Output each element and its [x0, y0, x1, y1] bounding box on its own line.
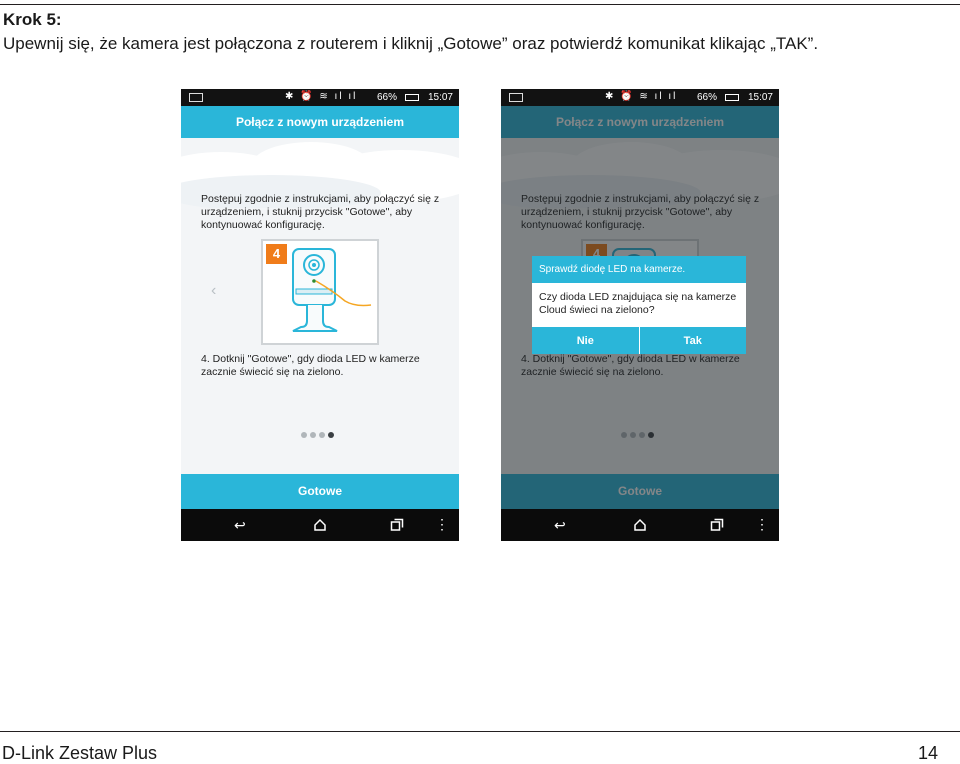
- notification-icon: [509, 93, 523, 102]
- back-icon[interactable]: ↩: [554, 517, 566, 533]
- step-number-badge: 4: [266, 244, 287, 264]
- battery-icon: [725, 94, 739, 101]
- status-icons: ✱ ⏰ ≋ ıl ıl: [605, 91, 678, 102]
- overflow-menu-icon[interactable]: ⋮: [755, 516, 769, 532]
- phone-screen-right: [501, 89, 779, 541]
- clock: 15:07: [747, 92, 773, 103]
- page-number: 14: [917, 743, 938, 763]
- clock: 15:07: [427, 92, 453, 103]
- page-dot: [310, 432, 316, 438]
- notification-icon: [189, 93, 203, 102]
- step-title: Krok 5:: [3, 10, 62, 29]
- dialog-buttons: [532, 326, 746, 354]
- chevron-left-icon[interactable]: ‹: [211, 282, 217, 299]
- page-indicator: [301, 432, 334, 438]
- battery-icon: [405, 94, 419, 101]
- dialog-title: Sprawdź diodę LED na kamerze.: [532, 256, 746, 283]
- bottom-rule: [0, 731, 960, 732]
- battery-percent: 66%: [377, 92, 398, 103]
- status-bar: [501, 89, 779, 106]
- app-header-title: Połącz z nowym urządzeniem: [181, 106, 459, 138]
- status-icons: ✱ ⏰ ≋ ıl ıl: [285, 91, 358, 102]
- back-icon[interactable]: ↩: [234, 517, 246, 533]
- page-dot-active: [328, 432, 334, 438]
- instructions-text: Postępuj zgodnie z instrukcjami, aby połączyć się z urządzeniem, i stuknij przycisk "Gotowe", aby kontynuować konfigurację.: [201, 193, 440, 231]
- top-rule: [0, 4, 960, 5]
- status-bar: [181, 89, 459, 106]
- recent-apps-icon[interactable]: [390, 518, 404, 532]
- android-nav-bar: [181, 509, 459, 541]
- led-check-dialog: [532, 256, 746, 354]
- done-button[interactable]: Gotowe: [181, 474, 459, 509]
- overflow-menu-icon[interactable]: ⋮: [435, 516, 449, 532]
- step-illustration: [261, 239, 379, 345]
- page-dot: [319, 432, 325, 438]
- yes-button[interactable]: Tak: [639, 327, 747, 354]
- footer-product-name: D-Link Zestaw Plus: [2, 743, 158, 763]
- home-icon[interactable]: [633, 518, 647, 532]
- page-dot: [301, 432, 307, 438]
- home-icon[interactable]: [313, 518, 327, 532]
- phone-screen-left: [181, 89, 459, 541]
- step-description: 4. Dotknij "Gotowe", gdy dioda LED w kamerze zacznie świecić się na zielono.: [201, 353, 420, 378]
- instruction-text: Upewnij się, że kamera jest połączona z routerem i kliknij „Gotowe” oraz potwierdź komunikat klikając „TAK”.: [3, 34, 819, 53]
- battery-percent: 66%: [697, 92, 718, 103]
- dialog-message: Czy dioda LED znajdująca się na kamerze Cloud świeci na zielono?: [539, 291, 737, 316]
- android-nav-bar: [501, 509, 779, 541]
- recent-apps-icon[interactable]: [710, 518, 724, 532]
- no-button[interactable]: Nie: [532, 327, 639, 354]
